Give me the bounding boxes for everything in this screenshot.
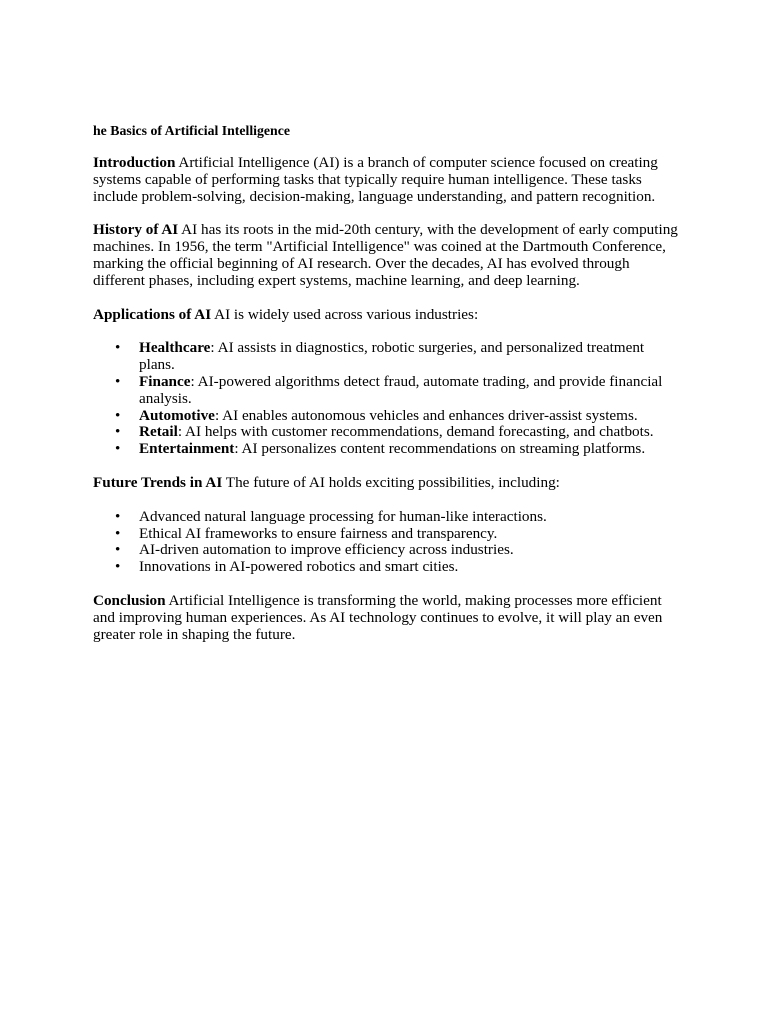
future-list	[93, 509, 683, 576]
bullet-icon: •	[115, 541, 121, 559]
list-item-desc: : AI enables autonomous vehicles and enhances driver-assist systems.	[214, 406, 638, 424]
list-item	[93, 441, 683, 458]
list-item	[93, 542, 683, 559]
intro-heading: Introduction	[93, 154, 176, 171]
future-heading: Future Trends in AI	[93, 473, 223, 491]
bullet-icon: •	[115, 524, 121, 542]
future-paragraph	[93, 475, 683, 492]
applications-heading: Applications of AI	[93, 305, 212, 323]
list-item	[93, 408, 683, 425]
applications-paragraph	[93, 307, 683, 324]
document-page	[93, 122, 683, 660]
bullet-icon: •	[115, 339, 121, 357]
history-text: AI has its roots in the mid-20th century, with the development of early computing machines. In 1956, the term "Artificial Intelligence" was coined at the Dartmouth Conference, marking the official beginning of AI research. Over the decades, AI has evolved through different phases, including expert systems, machine learning, and deep learning.	[93, 221, 678, 289]
list-item-text: Ethical AI frameworks to ensure fairness and transparency.	[139, 524, 498, 542]
list-item	[93, 374, 683, 408]
list-item	[93, 424, 683, 441]
list-item	[93, 340, 683, 374]
bullet-icon: •	[115, 507, 121, 525]
conclusion-paragraph	[93, 593, 683, 643]
list-item-term: Finance	[139, 372, 191, 390]
list-item	[93, 509, 683, 526]
history-heading: History of AI	[93, 221, 179, 239]
bullet-icon: •	[115, 406, 121, 424]
bullet-icon: •	[115, 372, 121, 390]
list-item-desc: : AI assists in diagnostics, robotic surgeries, and personalized treatment plans.	[139, 339, 645, 374]
future-text: The future of AI holds exciting possibilities, including:	[222, 473, 560, 491]
list-item-desc: : AI-powered algorithms detect fraud, automate trading, and provide financial analysis.	[139, 372, 663, 407]
list-item-text: Innovations in AI-powered robotics and smart cities.	[139, 558, 459, 576]
bullet-icon: •	[115, 423, 121, 441]
list-item-term: Entertainment	[139, 440, 235, 458]
list-item-term: Automotive	[139, 406, 215, 424]
list-item-text: Advanced natural language processing for human-like interactions.	[139, 507, 547, 525]
intro-text: Artificial Intelligence (AI) is a branch of computer science focused on creating systems capable of performing tasks that typically require human intelligence. These tasks include problem-solving, decision-making, language understanding, and pattern recognition.	[93, 154, 658, 205]
conclusion-text: Artificial Intelligence is transforming the world, making processes more efficient and improving human experiences. As AI technology continues to evolve, it will play an even greater role in shaping the future.	[93, 591, 663, 643]
conclusion-heading: Conclusion	[93, 591, 166, 609]
list-item-text: AI-driven automation to improve efficiency across industries.	[139, 541, 514, 559]
history-paragraph	[93, 222, 683, 289]
intro-paragraph	[93, 155, 683, 205]
applications-text: AI is widely used across various industries:	[211, 305, 479, 323]
document-title: he Basics of Artificial Intelligence	[93, 123, 290, 138]
list-item-term: Retail	[139, 423, 178, 441]
list-item	[93, 559, 683, 576]
bullet-icon: •	[115, 440, 121, 458]
list-item-desc: : AI personalizes content recommendations on streaming platforms.	[234, 440, 646, 458]
list-item	[93, 526, 683, 543]
bullet-icon: •	[115, 558, 121, 576]
list-item-desc: : AI helps with customer recommendations, demand forecasting, and chatbots.	[177, 423, 654, 441]
applications-list	[93, 340, 683, 458]
list-item-term: Healthcare	[139, 339, 211, 357]
